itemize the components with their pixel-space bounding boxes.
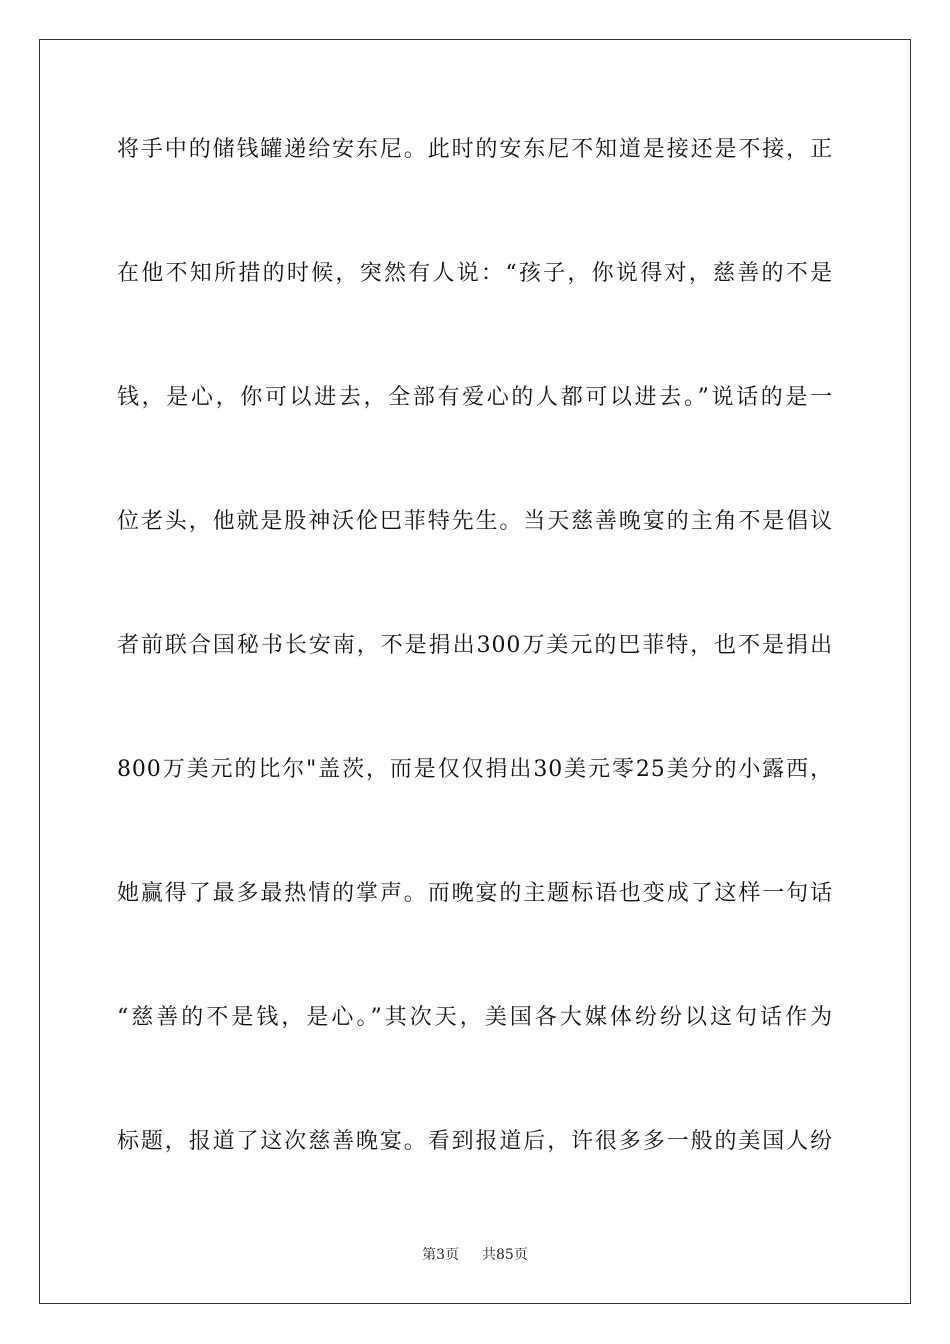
paragraph-line: 将手中的储钱罐递给安东尼。此时的安东尼不知道是接还是不接，正 bbox=[117, 137, 833, 162]
paragraph-line: 800万美元的比尔"盖茨，而是仅仅捐出30美元零25美分的小露西， bbox=[117, 757, 833, 782]
page-number: 第3页 bbox=[422, 1247, 460, 1263]
paragraph-line: 标题，报道了这次慈善晚宴。看到报道后，许很多多一般的美国人纷 bbox=[117, 1129, 833, 1154]
paragraph-line: “慈善的不是钱，是心。”其次天，美国各大媒体纷纷以这句话作为 bbox=[117, 1005, 833, 1030]
paragraph-line: 在他不知所措的时候，突然有人说：“孩子，你说得对，慈善的不是 bbox=[117, 261, 833, 286]
paragraph-line: 位老头，他就是股神沃伦巴菲特先生。当天慈善晚宴的主角不是倡议 bbox=[117, 509, 833, 534]
page-footer bbox=[0, 1244, 950, 1264]
paragraph-line: 她赢得了最多最热情的掌声。而晚宴的主题标语也变成了这样一句话 bbox=[117, 881, 833, 906]
document-body bbox=[117, 122, 833, 1238]
paragraph-line: 钱，是心，你可以进去，全部有爱心的人都可以进去。”说话的是一 bbox=[117, 385, 833, 410]
page-total: 共85页 bbox=[482, 1247, 528, 1263]
paragraph-line: 者前联合国秘书长安南，不是捐出300万美元的巴菲特，也不是捐出 bbox=[117, 633, 833, 658]
